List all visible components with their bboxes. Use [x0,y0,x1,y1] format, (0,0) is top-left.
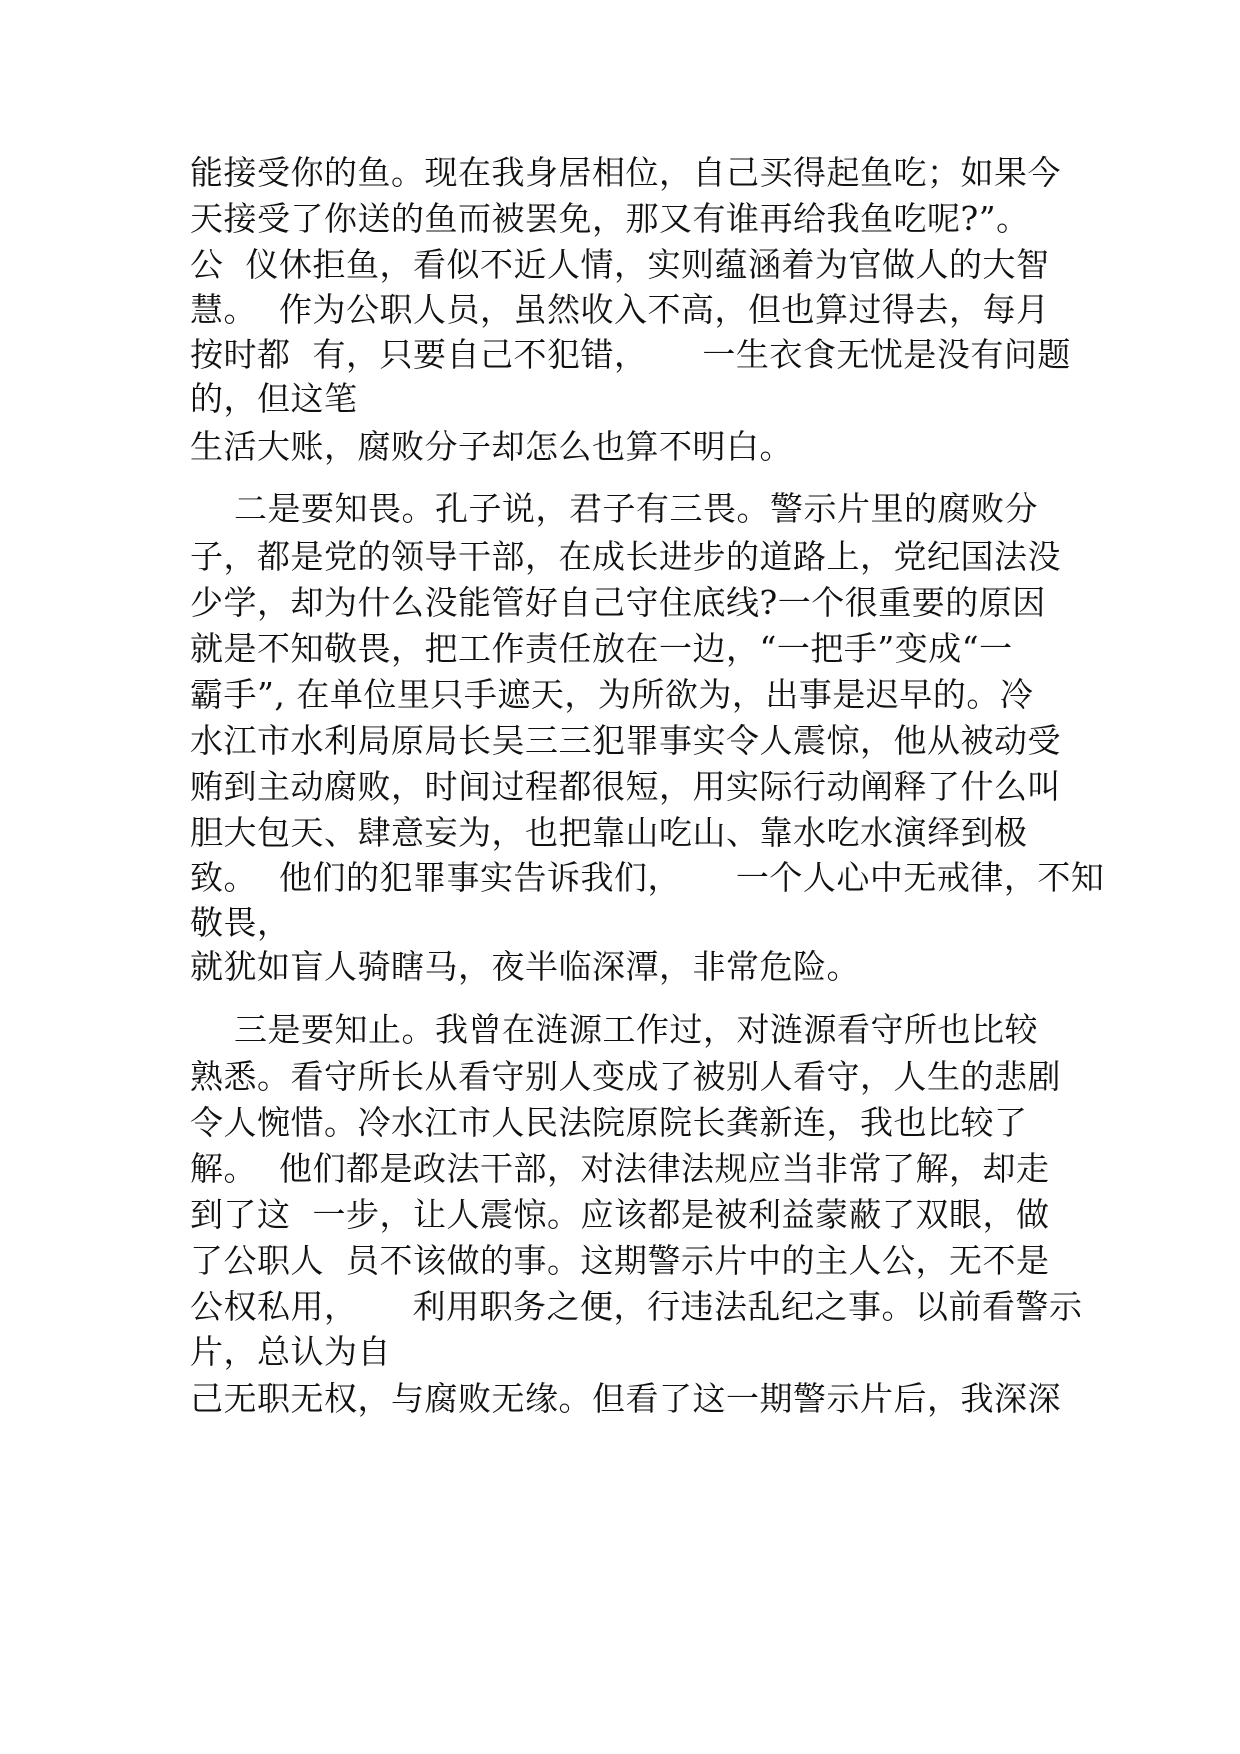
text-line: 己无职无权，与腐败无缘。但看了这一期警示片后，我深深 [190,1379,1061,1418]
text-line: 贿到主动腐败，时间过程都很短，用实际行动阐释了什么叫 [190,767,1061,806]
text-line: 胆大包天、肆意妄为，也把靠山吃山、靠水吃水演绎到极 [190,813,1028,852]
text-line: 片，总认为自 [190,1332,391,1371]
text-line: 慧。 作为公职人员，虽然收入不高，但也算过得去，每月 [190,290,1050,329]
text-line: 到了这 一步，让人震惊。应该都是被利益蒙蔽了双眼，做 [190,1195,1050,1234]
text-line: 的，但这笔 [190,379,358,418]
text-line: 少学，却为什么没能管好自己守住底线?一个很重要的原因 [190,583,1046,622]
text-line: 水江市水利局原局长吴三三犯罪事实令人震惊，他从被动受 [190,721,1061,760]
text-line: 公权私用， 利用职务之便，行违法乱纪之事。以前看警示 [190,1287,1083,1326]
text-line: 生活大账，腐败分子却怎么也算不明白。 [190,427,793,466]
text-line: 就犹如盲人骑瞎马，夜半临深潭，非常危险。 [190,947,860,986]
text-line: 致。 他们的犯罪事实告诉我们， 一个人心中无戒律，不知 [190,858,1105,897]
text-line: 令人惋惜。冷水江市人民法院原院长龚新连，我也比较了 [190,1103,1028,1142]
text-line: 解。 他们都是政法干部，对法律法规应当非常了解，却走 [190,1149,1050,1188]
text-line: 霸手”, 在单位里只手遮天，为所欲为，出事是迟早的。冷 [190,675,1034,714]
text-line: 就是不知敬畏，把工作责任放在一边，“一把手”变成“一 [190,629,1013,668]
text-line: 能接受你的鱼。现在我身居相位，自己买得起鱼吃；如果今 [190,153,1061,192]
text-line: 天接受了你送的鱼而被罢免，那又有谁再给我鱼吃呢?”。 [190,199,1030,238]
text-line: 敬畏， [190,903,291,942]
text-line: 三是要知止。我曾在涟源工作过，对涟源看守所也比较 [190,1010,1038,1049]
text-line: 子，都是党的领导干部，在成长进步的道路上，党纪国法没 [190,537,1061,576]
text-line: 熟悉。看守所长从看守别人变成了被别人看守，人生的悲剧 [190,1057,1061,1096]
text-line: 按时都 有，只要自己不犯错， 一生衣食无忧是没有问题 [190,335,1071,374]
text-line: 了公职人 员不该做的事。这期警示片中的主人公，无不是 [190,1241,1050,1280]
text-line: 二是要知畏。孔子说，君子有三畏。警示片里的腐败分 [190,489,1038,528]
text-line: 公 仪休拒鱼，看似不近人情，实则蕴涵着为官做人的大智 [190,245,1050,284]
